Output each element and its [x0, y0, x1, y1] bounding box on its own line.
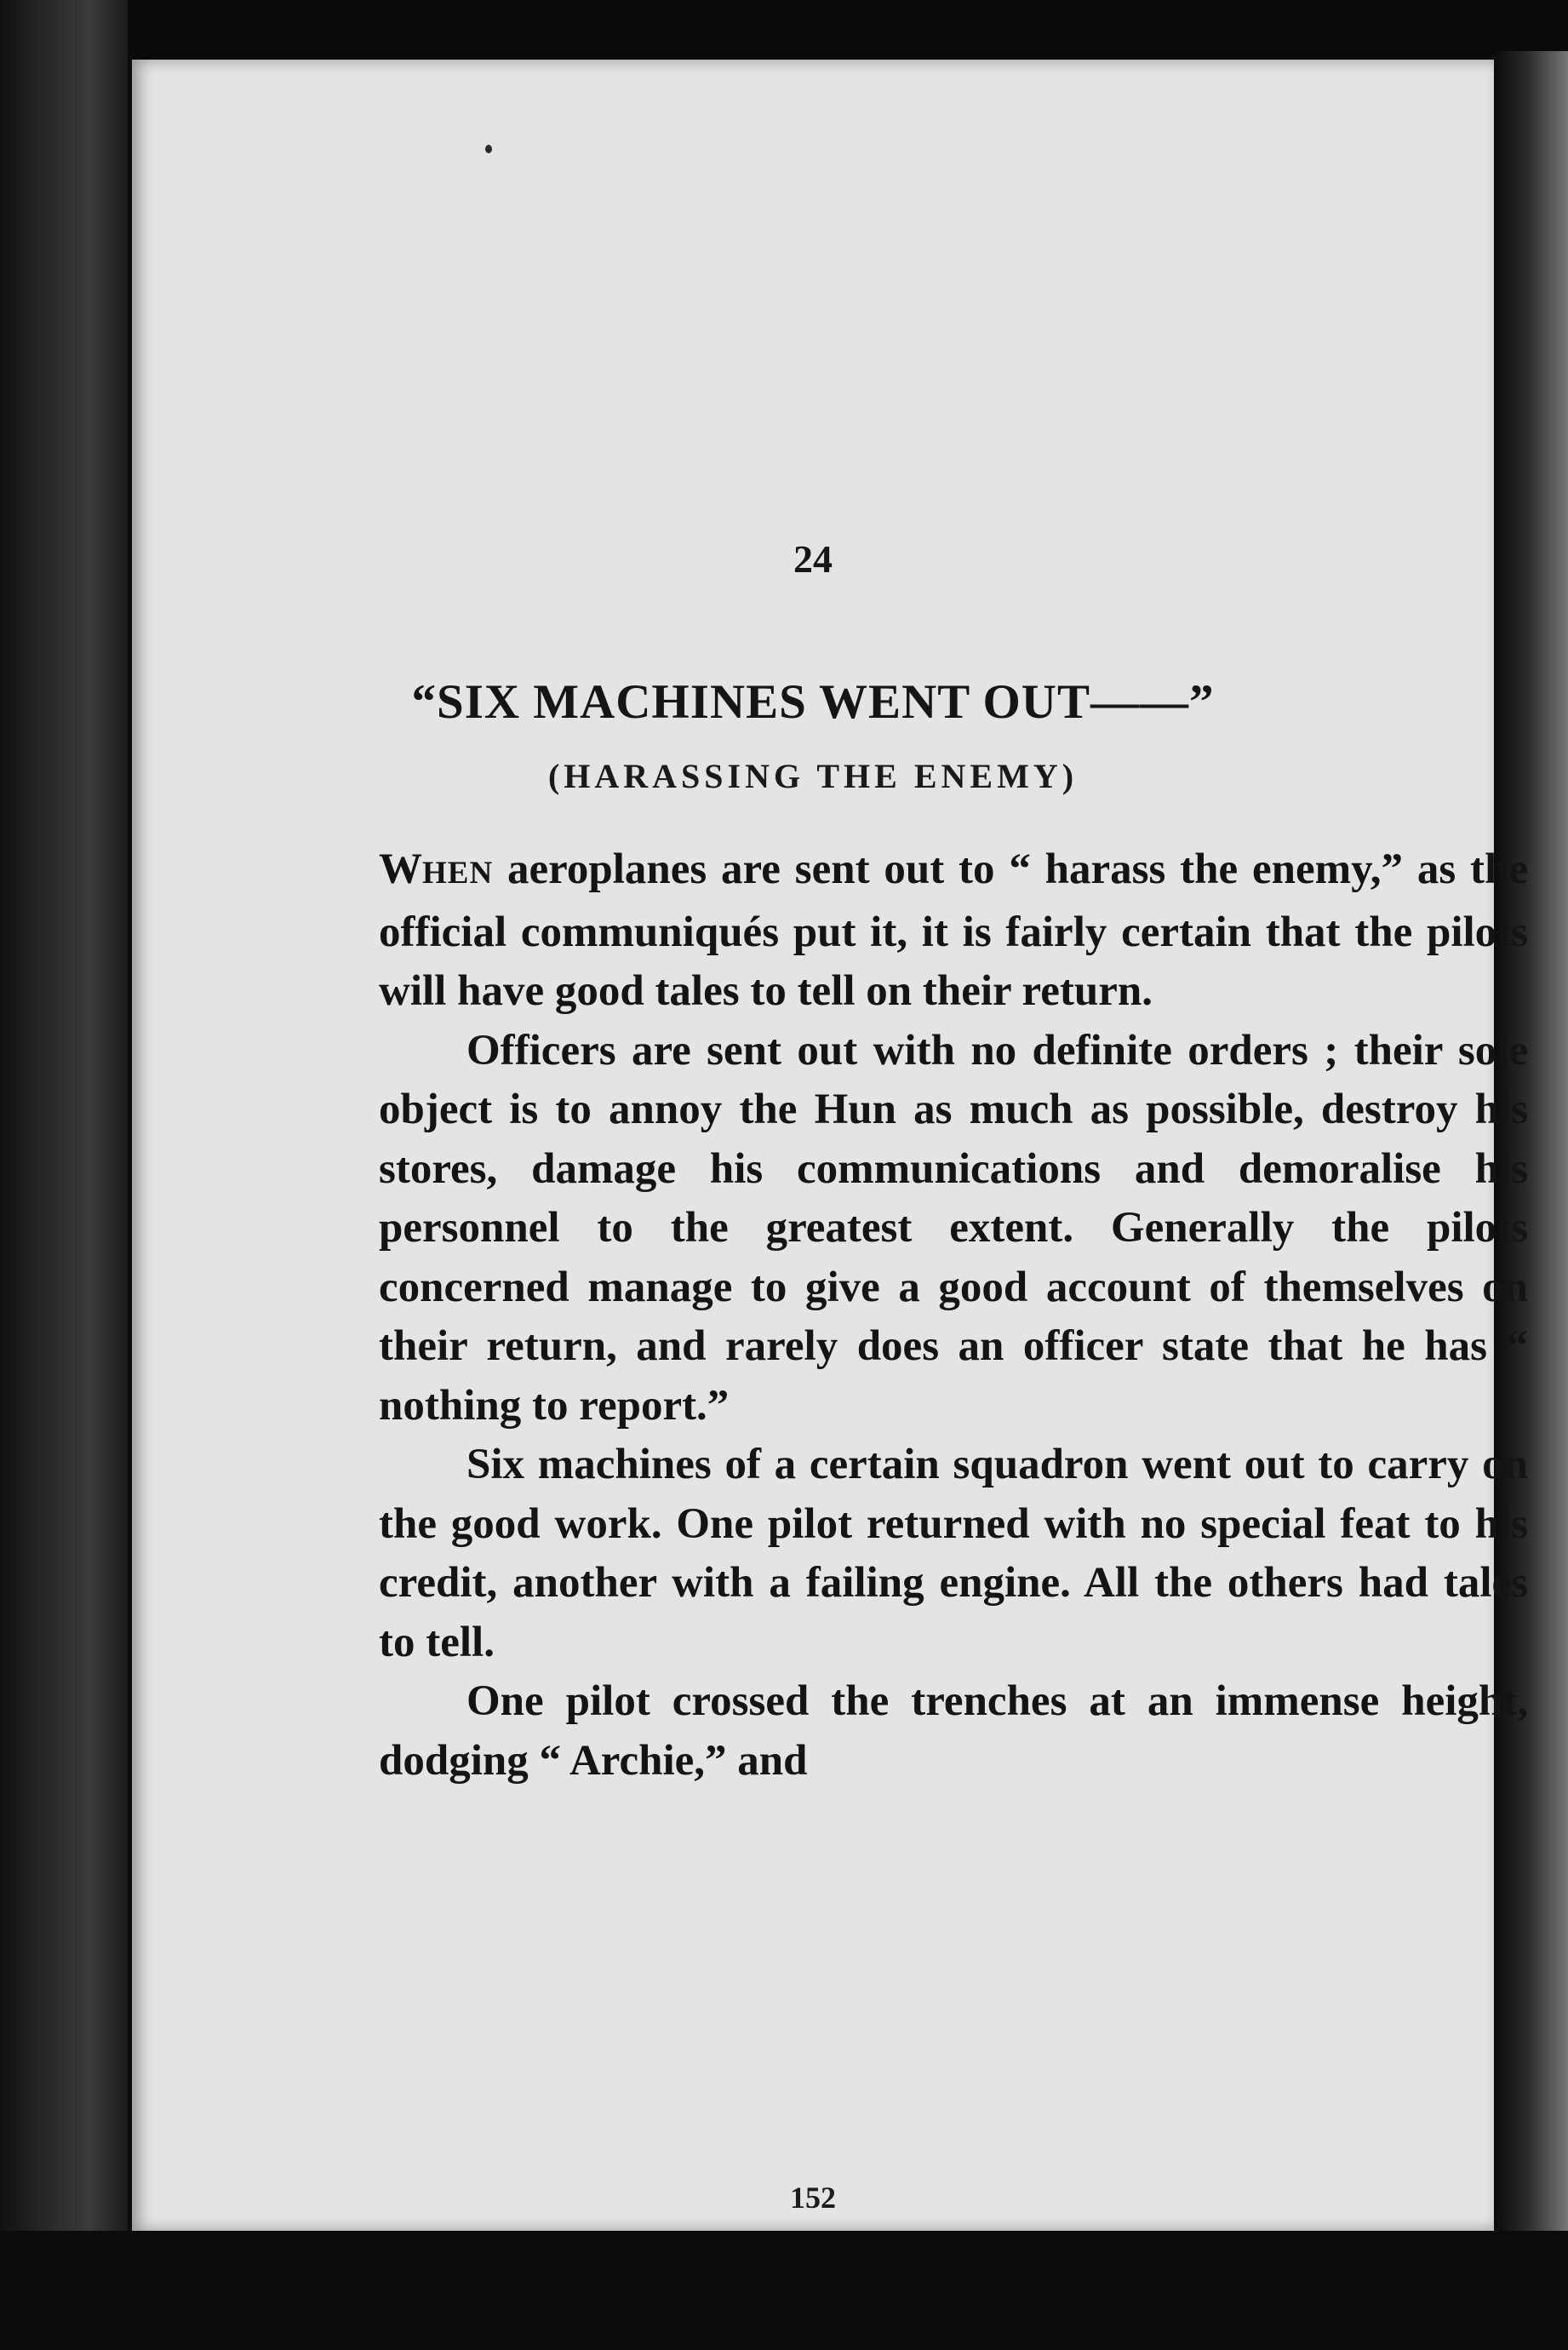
body-text: [379, 840, 1528, 1791]
page-number: 152: [790, 2181, 836, 2215]
scan-border-bottom: [0, 2231, 1568, 2350]
paragraph: [379, 840, 1528, 1022]
scan-border-left: [0, 0, 128, 2350]
paragraph: Six machines of a certain squadron went out to carry on the good work. One pilot returned with no special feat to his credit, another with a failing engine. All the others had tales to tell.: [379, 1441, 1528, 1666]
lead-smallcaps: HEN: [422, 856, 494, 891]
chapter-title: “SIX MACHINES WENT OUT——”: [411, 675, 1215, 729]
paragraph: Officers are sent out with no definite orders ; their sole object is to annoy the Hun as much as possible, destroy his stores, damage his communications and demoralise his personnel to the greatest extent. Generally the pilots concerned manage to give a good account of themselves on their return, and rarely does an officer state that he has “ nothing to report.”: [379, 1026, 1528, 1430]
chapter-number: 24: [793, 537, 833, 581]
ink-speck: [485, 145, 492, 153]
paragraph-text: aeroplanes are sent out to “ harass the enemy,” as the official communiqués put it, it is fairly certain that the pilots will have good tales to tell on their return.: [379, 845, 1528, 1015]
book-page: [132, 60, 1528, 2231]
paragraph: One pilot crossed the trenches at an immense height, dodging “ Archie,” and: [379, 1677, 1528, 1785]
lead-initial: W: [379, 845, 422, 893]
chapter-subtitle: (HARASSING THE ENEMY): [547, 757, 1079, 795]
scan-border-top: [0, 0, 1568, 60]
